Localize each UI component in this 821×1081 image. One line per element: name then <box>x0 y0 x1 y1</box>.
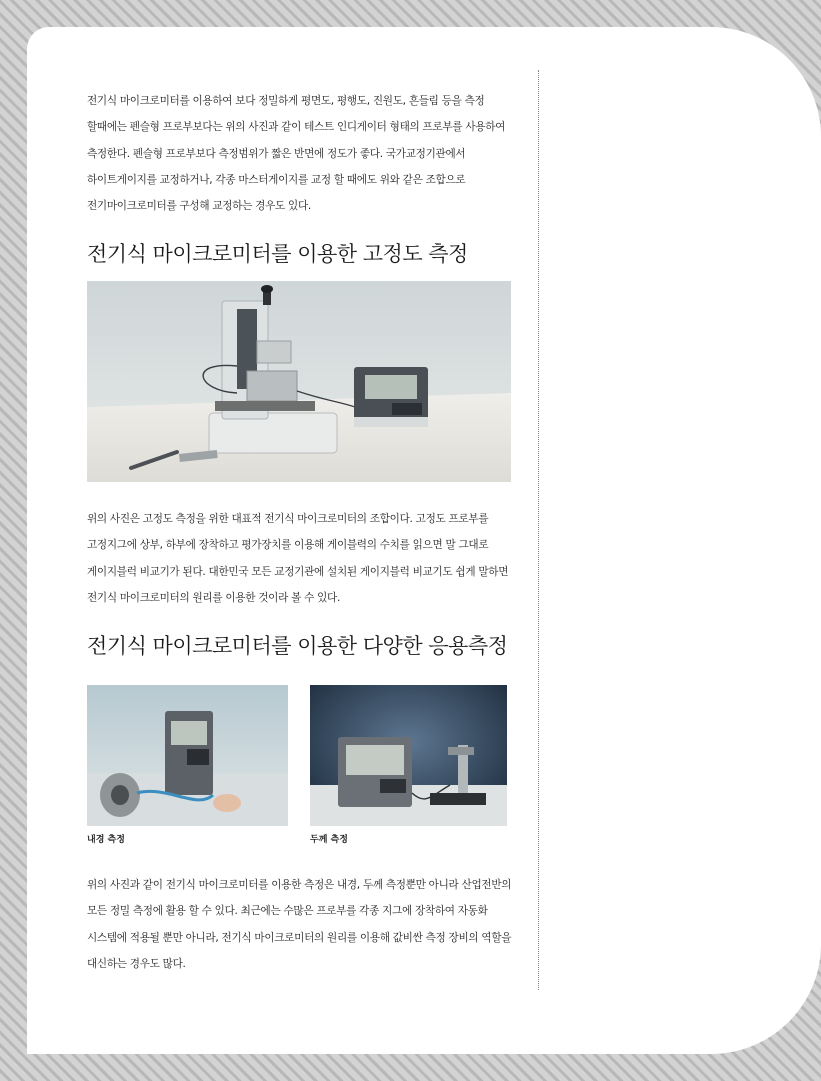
closing-line: 대신하는 경우도 많다. <box>87 957 186 970</box>
section1-line: 위의 사진은 고정도 측정을 위한 대표적 전기식 마이크로미터의 조합이다. 고정도 프로부를 <box>87 513 489 525</box>
closing-paragraph <box>87 872 527 977</box>
intro-line: 전기식 마이크로미터를 이용하여 보다 정밀하게 평면도, 평행도, 진원도, 흔들림 등을 측정 <box>87 95 485 107</box>
closing-line: 시스템에 적용될 뿐만 아니라, 전기식 마이크로미터의 원리를 이용해 값비싼 측정 장비의 역할을 <box>87 931 512 944</box>
caption-inner-diameter: 내경 측정 <box>87 835 125 845</box>
caption-thickness: 두께 측정 <box>310 835 348 845</box>
intro-paragraph <box>87 88 527 219</box>
thickness-photo <box>310 685 507 826</box>
intro-line: 할때에는 펜슬형 프로부보다는 위의 사진과 같이 테스트 인디게이터 형태의 프로부를 사용하여 <box>87 121 506 134</box>
inner-diameter-photo <box>87 685 288 826</box>
section1-line: 전기식 마이크로미터의 원리를 이용한 것이라 볼 수 있다. <box>87 591 341 604</box>
section1-line: 게이지블럭 비교기가 된다. 대한민국 모든 교정기관에 설치된 게이지블럭 비교기도 쉽게 말하면 <box>87 565 509 578</box>
intro-line: 측정한다. 펜슬형 프로부보다 측정범위가 짧은 반면에 정도가 좋다. 국가교정기관에서 <box>87 147 466 160</box>
intro-line: 전기마이크로미터를 구성해 교정하는 경우도 있다. <box>87 200 311 213</box>
intro-line: 하이트게이지를 교정하거나, 각종 마스터게이지를 교정 할 때에도 위와 같은 조합으로 <box>87 173 466 186</box>
section1-paragraph <box>87 506 527 611</box>
closing-line: 모든 정밀 측정에 활용 할 수 있다. 최근에는 수많은 프로부를 각종 지그에 장착하여 자동화 <box>87 905 488 918</box>
section1-title: 전기식 마이크로미터를 이용한 고정도 측정 <box>87 242 468 266</box>
comparator-photo <box>87 281 511 482</box>
section1-line: 고정지그에 상부, 하부에 장착하고 평가장치를 이용해 게이블력의 수치를 읽으면 말 그대로 <box>87 539 489 552</box>
section2-title: 전기식 마이크로미터를 이용한 다양한 응용측정 <box>87 634 508 658</box>
closing-line: 위의 사진과 같이 전기식 마이크로미터를 이용한 측정은 내경, 두께 측정뿐만 아니라 산업전반의 <box>87 879 512 891</box>
column-divider <box>538 70 539 990</box>
